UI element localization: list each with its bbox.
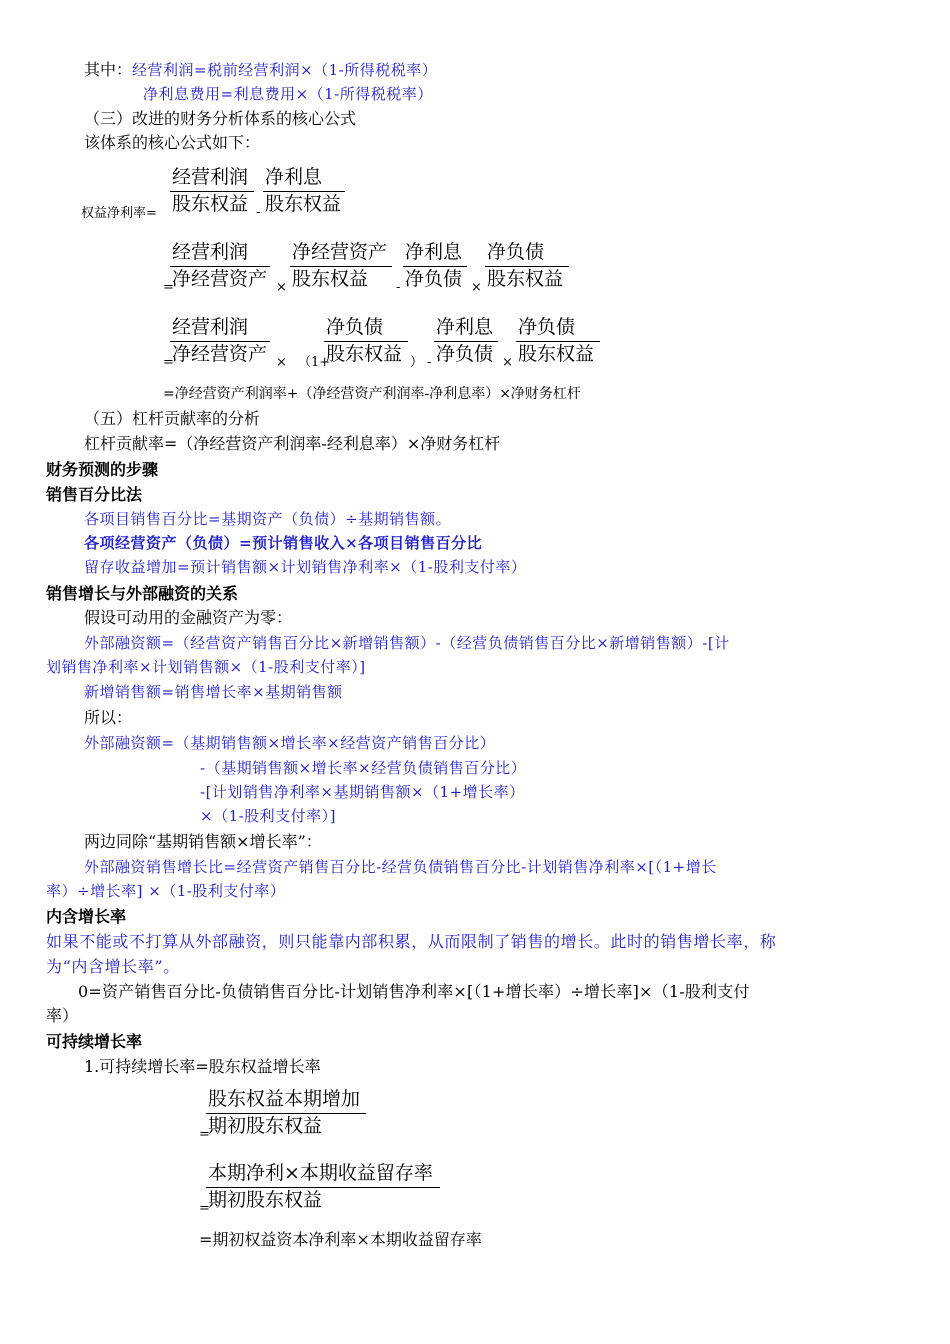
assumption-text: 假设可动用的金融资产为零： (84, 608, 293, 627)
internal-growth-formula-a: 0=资产销售百分比-负债销售百分比-计划销售净利率×[（1+增长率）÷增长率]×（1-股利支付 (78, 982, 750, 1001)
op-eq-2: = (163, 280, 174, 295)
op-eq-4: = (199, 1127, 210, 1142)
op-eq-3: = (163, 355, 174, 370)
formula-financing-ratio-b: 率）÷增长率] ×（1-股利支付率） (46, 882, 286, 900)
formula-external-expanded-c: -[计划销售净利率×基期销售额×（1+增长率） (200, 783, 525, 801)
frac10-numerator: 净负债 (518, 316, 576, 338)
formula-external-expanded-b: -（基期销售额×增长率×经营负债销售百分比） (200, 759, 527, 777)
divide-text: 两边同除“基期销售额×增长率”： (84, 832, 322, 851)
formula-retained-earnings: 留存收益增加=预计销售额×计划销售净利率×（1-股利支付率） (84, 558, 527, 576)
section-3-title: （三）改进的财务分析体系的核心公式 (84, 109, 357, 128)
formula-net-interest: 净利息费用=利息费用×（1-所得税税率） (143, 85, 433, 103)
frac9-numerator: 净利息 (436, 316, 494, 338)
line-note (84, 60, 437, 80)
frac10-denominator: 股东权益 (518, 343, 595, 365)
note-prefix: 其中： (84, 60, 133, 79)
section-5-title: （五）杠杆贡献率的分析 (84, 409, 261, 428)
frac2-denominator: 股东权益 (265, 193, 342, 215)
formula-operating-profit: 经营利润=税前经营利润×（1-所得税税率） (132, 61, 438, 79)
op-eq-5: = (199, 1201, 210, 1216)
heading-internal-growth: 内含增长率 (46, 907, 127, 926)
roe-label: 权益净利率= (81, 206, 157, 221)
op-times-2a: × (276, 280, 287, 295)
frac3-numerator: 经营利润 (172, 241, 249, 263)
op-minus-2: - (396, 280, 401, 295)
sustainable-growth-result: =期初权益资本净利率×本期收益留存率 (199, 1230, 482, 1249)
frac7-numerator: 经营利润 (172, 316, 249, 338)
frac11-denominator: 期初股东权益 (208, 1115, 323, 1137)
frac1-denominator: 股东权益 (172, 193, 249, 215)
frac7-denominator: 净经营资产 (172, 343, 268, 365)
frac6-denominator: 股东权益 (487, 268, 564, 290)
frac5-numerator: 净利息 (405, 241, 463, 263)
op-open-paren: （1+ (298, 355, 331, 370)
op-times-3b: × (502, 355, 513, 370)
formula-roe-expanded: =净经营资产利润率+（净经营资产利润率-净利息率）×净财务杠杆 (163, 386, 581, 402)
op-times-2b: × (471, 280, 482, 295)
op-minus-3: - (427, 355, 432, 370)
therefore-text: 所以： (84, 708, 133, 727)
frac6-numerator: 净负债 (487, 241, 545, 263)
frac5-denominator: 净负债 (405, 268, 463, 290)
frac3-denominator: 净经营资产 (172, 268, 268, 290)
sustainable-growth-def: 1.可持续增长率=股东权益增长率 (84, 1057, 321, 1076)
section-3-intro: 该体系的核心公式如下： (84, 133, 261, 152)
heading-forecast-steps: 财务预测的步骤 (46, 460, 159, 479)
formula-leverage: 杠杆贡献率=（净经营资产利润率-经利息率）×净财务杠杆 (84, 434, 501, 453)
frac12-denominator: 期初股东权益 (208, 1189, 323, 1211)
op-times-3a: × (276, 355, 287, 370)
frac4-denominator: 股东权益 (292, 268, 369, 290)
formula-operating-assets: 各项经营资产（负债）=预计销售收入×各项目销售百分比 (84, 534, 483, 552)
heading-sales-percent: 销售百分比法 (46, 485, 143, 504)
formula-new-sales: 新增销售额=销售增长率×基期销售额 (84, 683, 343, 701)
op-minus-1: - (256, 205, 261, 220)
formula-external-expanded-a: 外部融资额=（基期销售额×增长率×经营资产销售百分比） (84, 734, 496, 752)
formula-financing-ratio-a: 外部融资销售增长比=经营资产销售百分比-经营负债销售百分比-计划销售净利率×[（1+增长 (84, 858, 717, 876)
frac9-denominator: 净负债 (436, 343, 494, 365)
frac12-numerator: 本期净利×本期收益留存率 (208, 1162, 433, 1184)
frac11-numerator: 股东权益本期增加 (208, 1088, 361, 1110)
heading-sustainable-growth: 可持续增长率 (46, 1032, 143, 1051)
internal-growth-formula-b: 率） (46, 1006, 79, 1025)
frac8-denominator: 股东权益 (326, 343, 403, 365)
heading-growth-financing: 销售增长与外部融资的关系 (46, 584, 239, 603)
frac4-numerator: 净经营资产 (292, 241, 388, 263)
frac2-numerator: 净利息 (265, 166, 323, 188)
frac1-numerator: 经营利润 (172, 166, 249, 188)
frac8-numerator: 净负债 (326, 316, 384, 338)
op-close-paren: ） (410, 355, 424, 370)
internal-growth-def-b: 为“内含增长率”。 (46, 957, 180, 976)
formula-item-percent: 各项目销售百分比=基期资产（负债）÷基期销售额。 (84, 510, 452, 528)
formula-external-expanded-d: ×（1-股利支付率）] (200, 807, 337, 825)
internal-growth-def-a: 如果不能或不打算从外部融资，则只能靠内部积累，从而限制了销售的增长。此时的销售增长率，称 (46, 932, 777, 951)
formula-external-financing-b: 划销售净利率×计划销售额×（1-股利支付率）] (46, 658, 366, 676)
formula-external-financing-a: 外部融资额=（经营资产销售百分比×新增销售额）-（经营负债销售百分比×新增销售额）-[计 (84, 634, 730, 652)
